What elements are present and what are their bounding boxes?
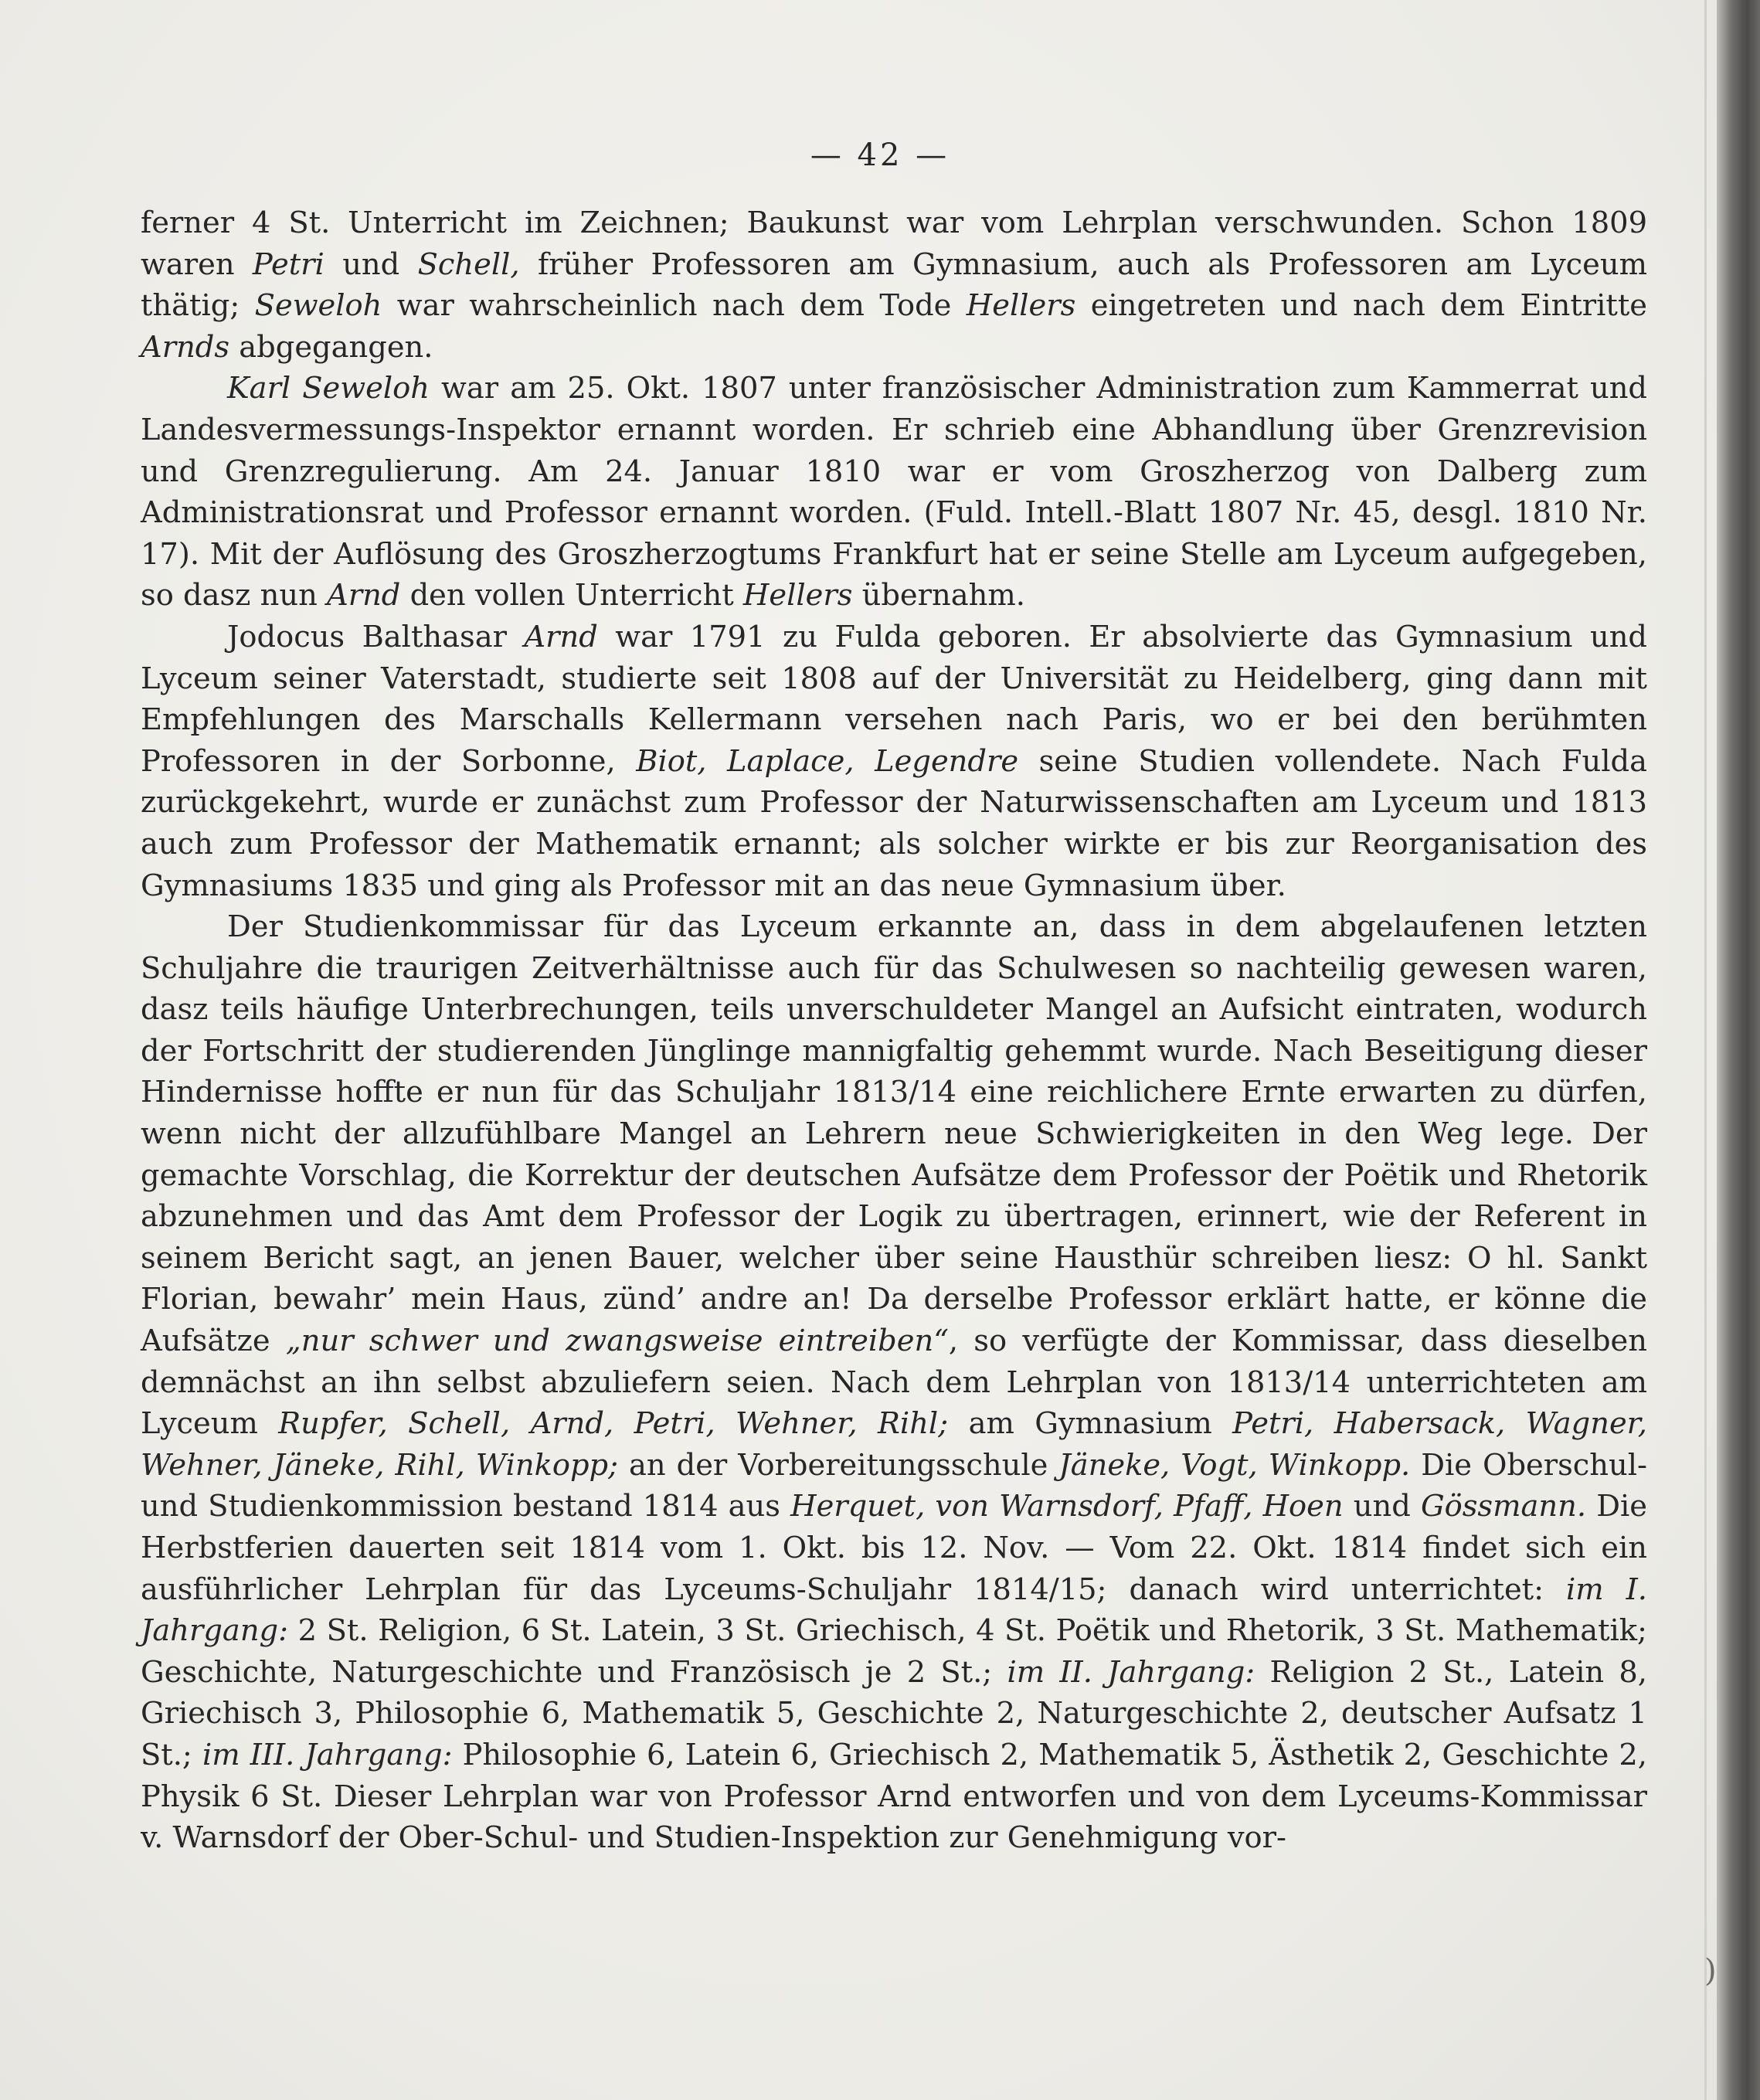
page-number: — 42 —: [810, 138, 950, 173]
paragraph-2: Karl Seweloh war am 25. Okt. 1807 unter französischer Administration zum Kammerrat und Landesvermessungs-Inspektor ernannt worden. Er schrieb eine Abhandlung über Grenzrevision und Grenzregulierung. Am 24. Januar 1810 war er vom Groszherzog von Dalberg zum Administrationsrat und Professor ernannt worden. (Fuld. Intell.-Blatt 1807 Nr. 45, desgl. 1810 Nr. 17). Mit der Auflösung des Groszherzogtums Frankfurt hat er seine Stelle am Lyceum aufgegeben, so dasz nun Arnd den vollen Unterricht Hellers übernahm.: [141, 371, 1647, 613]
page-fold-line: [1704, 0, 1707, 2100]
margin-mark: ): [1704, 1953, 1717, 1989]
paragraph-3: Jodocus Balthasar Arnd war 1791 zu Fulda geboren. Er absolvierte das Gymnasium und Lyceum seiner Vaterstadt, studierte seit 1808 auf der Universität zu Heidelberg, ging dann mit Empfehlungen des Marschalls Kellermann versehen nach Paris, wo er bei den berühmten Professoren in der Sorbonne, Biot, Laplace, Legendre seine Studien vollendete. Nach Fulda zurückgekehrt, wurde er zunächst zum Professor der Naturwissenschaften am Lyceum und 1813 auch zum Professor der Mathematik ernannt; als solcher wirkte er bis zur Reorganisation des Gymnasiums 1835 und ging als Professor mit an das neue Gymnasium über.: [141, 619, 1647, 903]
body-text: [141, 202, 1647, 1859]
book-spine-edge: [1717, 0, 1760, 2100]
paragraph-1: ferner 4 St. Unterricht im Zeichnen; Baukunst war vom Lehrplan verschwunden. Schon 1809 waren Petri und Schell, früher Professoren am Gymnasium, auch als Professoren am Lyceum thätig; Seweloh war wahrscheinlich nach dem Tode Hellers eingetreten und nach dem Eintritte Arnds abgegangen.: [141, 206, 1647, 365]
paragraph-4: Der Studienkommissar für das Lyceum erkannte an, dass in dem abgelaufenen letzten Schuljahre die traurigen Zeitverhältnisse auch für das Schulwesen so nachteilig gewesen waren, dasz teils häufige Unterbrechungen, teils unverschuldeter Mangel an Aufsicht eintraten, wodurch der Fortschritt der studierenden Jünglinge mannigfaltig gehemmt wurde. Nach Beseitigung dieser Hindernisse hoffte er nun für das Schuljahr 1813/14 eine reichlichere Ernte erwarten zu dürfen, wenn nicht der allzufühlbare Mangel an Lehrern neue Schwierigkeiten in den Weg lege. Der gemachte Vorschlag, die Korrektur der deutschen Aufsätze dem Professor der Poëtik und Rhetorik abzunehmen und das Amt dem Professor der Logik zu übertragen, erinnert, wie der Referent in seinem Bericht sagt, an jenen Bauer, welcher über seine Hausthür schreiben liesz: O hl. Sankt Florian, bewahr’ mein Haus, zünd’ andre an! Da derselbe Professor erklärt hatte, er könne die Aufsätze „nur schwer und zwangsweise eintreiben“, so verfügte der Kommissar, dass dieselben demnächst an ihn selbst abzuliefern seien. Nach dem Lehrplan von 1813/14 unterrichteten am Lyceum Rupfer, Schell, Arnd, Petri, Wehner, Rihl; am Gymnasium Petri, Habersack, Wagner, Wehner, Jäneke, Rihl, Winkopp; an der Vorbereitungsschule Jäneke, Vogt, Winkopp. Die Oberschul- und Studienkommission bestand 1814 aus Herquet, von Warnsdorf, Pfaff, Hoen und Gössmann. Die Herbstferien dauerten seit 1814 vom 1. Okt. bis 12. Nov. — Vom 22. Okt. 1814 findet sich ein ausführlicher Lehrplan für das Lyceums-Schuljahr 1814/15; danach wird unterrichtet: im I. Jahrgang: 2 St. Religion, 6 St. Latein, 3 St. Griechisch, 4 St. Poëtik und Rhetorik, 3 St. Mathematik; Geschichte, Naturgeschichte und Französisch je 2 St.; im II. Jahrgang: Religion 2 St., Latein 8, Griechisch 3, Philosophie 6, Mathematik 5, Geschichte 2, Naturgeschichte 2, deutscher Aufsatz 1 St.; im III. Jahrgang: Philosophie 6, Latein 6, Griechisch 2, Mathematik 5, Ästhetik 2, Geschichte 2, Physik 6 St. Dieser Lehrplan war von Professor Arnd entworfen und von dem Lyceums-Kommissar v. Warnsdorf der Ober-Schul- und Studien-Inspektion zur Genehmigung vor-: [141, 909, 1648, 1856]
